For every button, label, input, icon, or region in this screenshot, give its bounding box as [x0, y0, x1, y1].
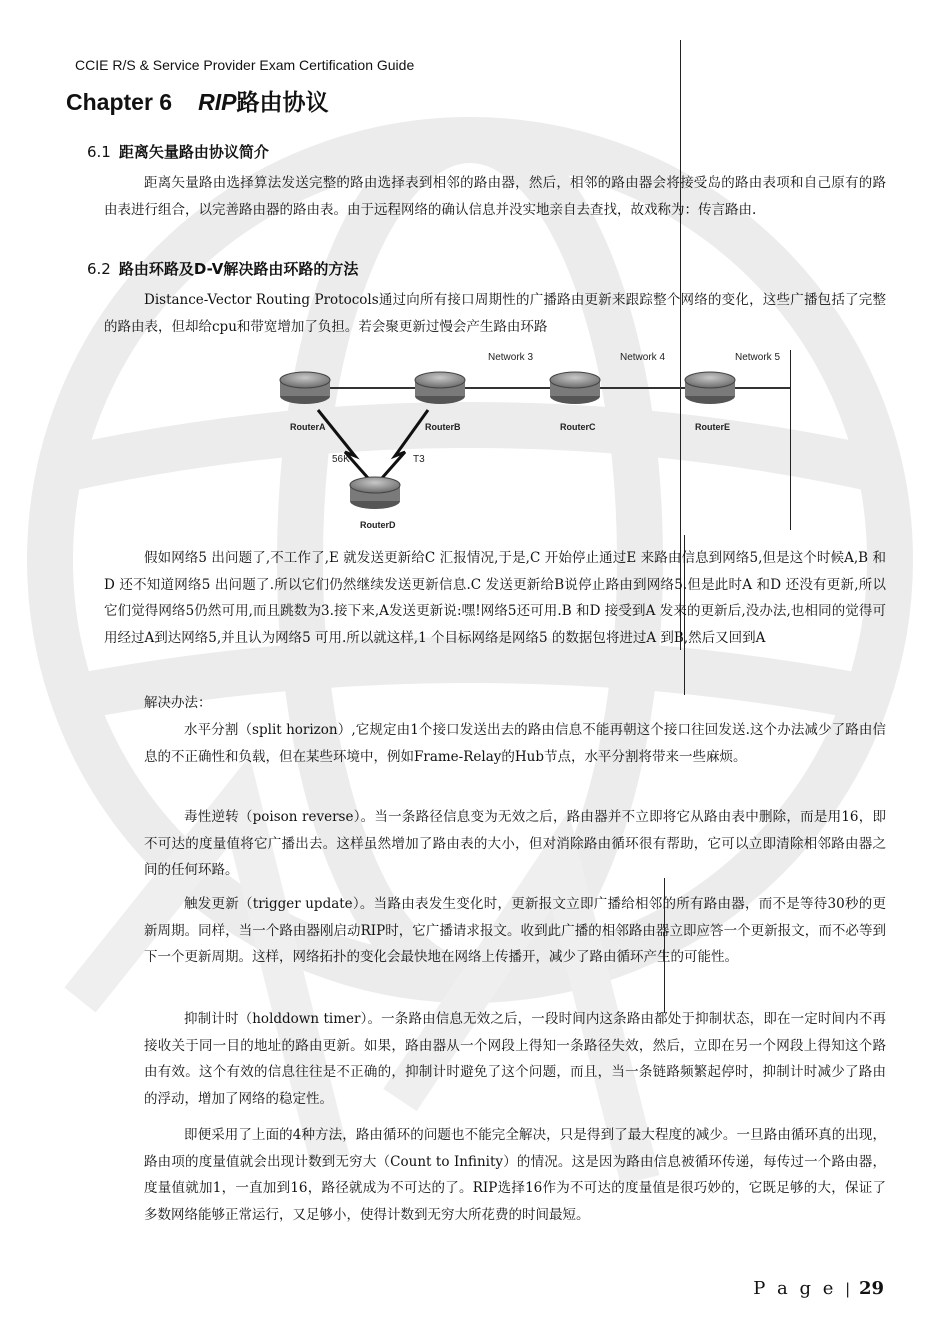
- scan-line: [790, 350, 791, 530]
- page-label: P a g e: [753, 1278, 837, 1299]
- router-c-icon: [550, 372, 600, 404]
- solve-label: 解决办法：: [144, 695, 212, 711]
- page-footer: [753, 1278, 884, 1299]
- router-b-icon: [415, 372, 465, 404]
- chapter-number: Chapter 6: [66, 89, 173, 115]
- link-56k-label: 56K: [332, 454, 350, 465]
- paragraph: 距离矢量路由选择算法发送完整的路由选择表到相邻的路由器，然后，相邻的路由器会将接受岛的路由表项和自己原有的路由表进行组合，以完善路由器的路由表。由于远程网络的确认信息并没实地亲自去查找，故戏称为：传言路由.: [104, 175, 886, 218]
- router-d-label: RouterD: [360, 520, 396, 530]
- section-number: 6.1: [87, 143, 111, 161]
- network5-label: Network 5: [735, 352, 781, 363]
- section-title: 路由环路及D-V解决路由环路的方法: [118, 260, 359, 278]
- paragraph: 毒性逆转（poison reverse）。当一条路径信息变为无效之后，路由器并不立即将它从路由表中删除，而是用16，即不可达的度量值将它广播出去。这样虽然增加了路由表的大小，但对消除路由循环很有帮助，它可以立即清除相邻路由器之间的任何环路。: [144, 809, 886, 878]
- chapter-title: [66, 84, 328, 117]
- paragraph: 水平分割（split horizon）,它规定由1个接口发送出去的路由信息不能再朝这个接口往回发送.这个办法减少了路由信息的不正确性和负载，但在某些环境中，例如Frame-Relay的Hub节点，水平分割将带来一些麻烦。: [144, 722, 886, 765]
- router-d-icon: [350, 477, 400, 509]
- router-b-label: RouterB: [425, 422, 461, 432]
- network-diagram: [250, 348, 790, 538]
- section-heading: [87, 258, 358, 279]
- router-e-icon: [685, 372, 735, 404]
- paragraph: 触发更新（trigger update）。当路由表发生变化时，更新报文立即广播给相邻的所有路由器，而不是等待30秒的更新周期。同样，当一个路由器刚启动RIP时，它广播请求报文。收到此广播的相邻路由器立即应答一个更新报文，而不必等到下一个更新周期。这样，网络拓扑的变化会最快地在网络上传播开，减少了路由循环产生的可能性。: [144, 896, 886, 965]
- router-c-label: RouterC: [560, 422, 596, 432]
- paragraph: 假如网络5 出问题了,不工作了,E 就发送更新给C 汇报情况,于是,C 开始停止通过E 来路由信息到网络5,但是这个时候A,B 和D 还不知道网络5 出问题了.所以它们仍然继续发送更新信息.C 发送更新给B说停止路由到网络5.但是此时A 和D 还没有更新,所以它们觉得网络5仍然可用,而且跳数为3.接下来,A发送更新说:嘿!网络5还可用.B 和D 接受到A 发来的更新后,没办法,也相同的觉得可用经过A到达网络5,并且认为网络5 可用.所以就这样,1 个目标网络是网络5 的数据包将进过A 到B,然后又回到A: [104, 550, 886, 646]
- page-number: 29: [858, 1278, 884, 1299]
- router-a-icon: [280, 372, 330, 404]
- chapter-title-rest: 路由协议: [236, 89, 329, 115]
- paragraph: 抑制计时（holddown timer）。一条路由信息无效之后，一段时间内这条路由都处于抑制状态，即在一定时间内不再接收关于同一目的地址的路由更新。如果，路由器从一个网段上得知一条路径失效，然后，立即在另一个网段上得知这个路由有效。这个有效的信息往往是不正确的，抑制计时避免了这个问题，而且，当一条链路频繁起停时，抑制计时减少了路由的浮动，增加了网络的稳定性。: [144, 1011, 886, 1107]
- section-heading: [87, 141, 269, 162]
- section-title: 距离矢量路由协议简介: [118, 143, 269, 161]
- paragraph: 即便采用了上面的4种方法，路由循环的问题也不能完全解决，只是得到了最大程度的减少。一旦路由循环真的出现，路由项的度量值就会出现计数到无穷大（Count to Infinity）的情况。这是因为路由信息被循环传递，每传过一个路由器，度量值就加1，一直加到16，路径就成为不可达的了。RIP选择16作为不可达的度量值是很巧妙的，它既足够的大，保证了多数网络能够正常运行，又足够小，使得计数到无穷大所花费的时间最短。: [144, 1127, 886, 1223]
- link-t3-label: T3: [413, 454, 425, 465]
- router-e-label: RouterE: [695, 422, 731, 432]
- running-header: CCIE R/S & Service Provider Exam Certification Guide: [75, 57, 415, 73]
- paragraph: Distance-Vector Routing Protocols通过向所有接口周期性的广播路由更新来跟踪整个网络的变化，这些广播包括了完整的路由表，但却给cpu和带宽增加了负担。若会聚更新过慢会产生路由环路: [104, 292, 886, 335]
- link-a-d-serial: [318, 410, 368, 478]
- network3-label: Network 3: [488, 352, 534, 363]
- chapter-title-rip: RIP: [198, 89, 237, 115]
- router-a-label: RouterA: [290, 422, 326, 432]
- link-b-d-serial: [382, 410, 428, 478]
- network4-label: Network 4: [620, 352, 666, 363]
- section-number: 6.2: [87, 260, 111, 278]
- page-separator: |: [845, 1280, 851, 1298]
